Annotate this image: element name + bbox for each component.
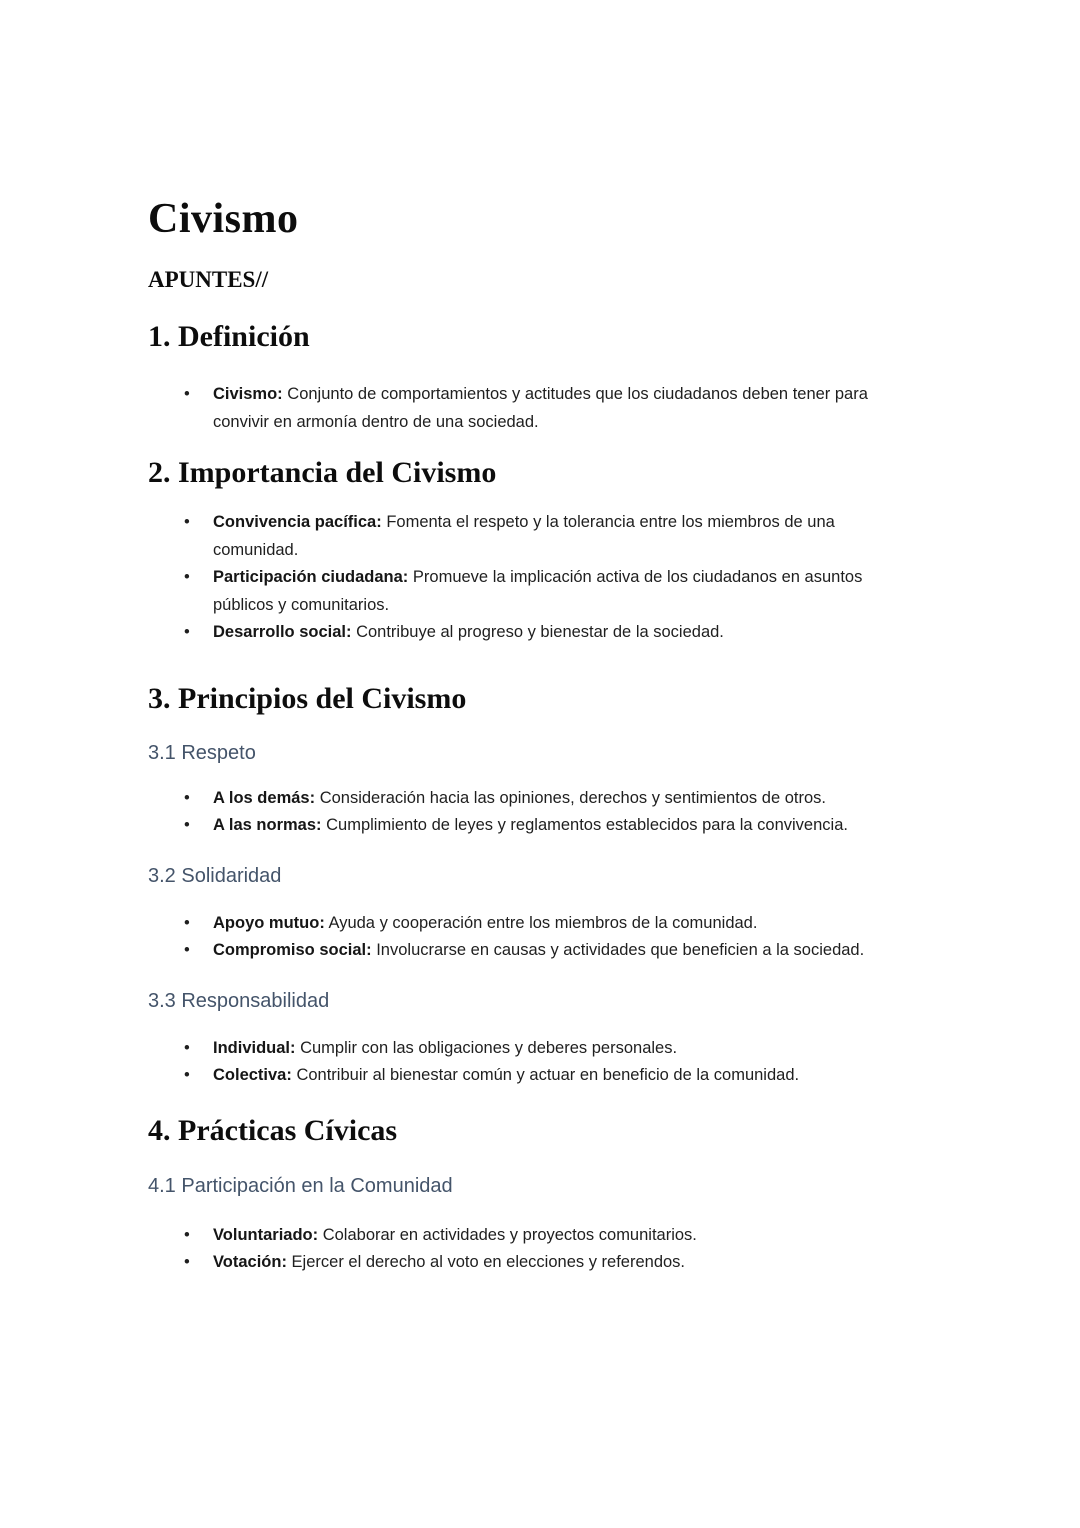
bullet-list-importancia (148, 509, 923, 647)
term-description: Contribuye al progreso y bienestar de la sociedad. (356, 623, 724, 641)
bullet-list-participacion (148, 1222, 923, 1277)
term-bold: Individual: (213, 1038, 296, 1057)
term-bold: Desarrollo social: (213, 623, 352, 641)
list-item (213, 619, 923, 647)
page-subtitle: APUNTES// (148, 267, 269, 292)
term-description: Cumplimiento de leyes y reglamentos establecidos para la convivencia. (326, 816, 848, 834)
section-heading-importancia: 2. Importancia del Civismo (148, 456, 497, 489)
term-description: Contribuir al bienestar común y actuar en beneficio de la comunidad. (296, 1066, 800, 1084)
list-item (213, 381, 923, 436)
list-item (213, 1035, 923, 1063)
term-bold: Apoyo mutuo: (213, 913, 325, 932)
term-description: Ejercer el derecho al voto en elecciones y referendos. (291, 1253, 686, 1271)
term-description: Ayuda y cooperación entre los miembros de la comunidad. (328, 913, 758, 932)
term-bold: A los demás: (213, 788, 316, 807)
subsection-heading-participacion: 4.1 Participación en la Comunidad (148, 1174, 453, 1197)
term-bold: A las normas: (213, 816, 322, 834)
subsection-heading-solidaridad: 3.2 Solidaridad (148, 864, 282, 887)
term-bold: Colectiva: (213, 1066, 292, 1084)
term-bold: Participación ciudadana: (213, 568, 409, 586)
term-bold: Voluntariado: (213, 1225, 319, 1244)
term-description: Promueve la implicación activa de los ciudadanos en asuntos públicos y comunitarios. (213, 568, 863, 614)
term-bold: Compromiso social: (213, 941, 372, 959)
bullet-list-responsabilidad (148, 1035, 923, 1090)
subsection-heading-respeto: 3.1 Respeto (148, 741, 256, 764)
list-item (213, 937, 923, 965)
list-item (213, 1222, 923, 1250)
term-bold: Convivencia pacífica: (213, 513, 382, 531)
term-description: Colaborar en actividades y proyectos comunitarios. (322, 1225, 697, 1244)
list-item (213, 509, 923, 564)
bullet-list-solidaridad (148, 910, 923, 965)
section-heading-definicion: 1. Definición (148, 320, 310, 353)
section-heading-principios: 3. Principios del Civismo (148, 681, 467, 715)
bullet-list-definicion (148, 381, 923, 436)
list-item (213, 1062, 923, 1090)
term-bold: Votación: (213, 1253, 287, 1271)
term-description: Involucrarse en causas y actividades que beneficien a la sociedad. (376, 941, 865, 959)
list-item (213, 812, 923, 840)
bullet-list-respeto (148, 785, 923, 840)
term-description: Conjunto de comportamientos y actitudes que los ciudadanos deben tener para convivir en armonía dentro de una sociedad. (213, 385, 868, 431)
list-item (213, 785, 923, 813)
term-description: Consideración hacia las opiniones, derechos y sentimientos de otros. (319, 788, 826, 807)
subsection-heading-responsabilidad: 3.3 Responsabilidad (148, 989, 330, 1012)
section-heading-practicas: 4. Prácticas Cívicas (148, 1113, 398, 1147)
list-item (213, 1249, 923, 1277)
list-item (213, 910, 923, 938)
term-description: Cumplir con las obligaciones y deberes personales. (300, 1038, 678, 1057)
term-bold: Civismo: (213, 385, 283, 403)
list-item (213, 564, 923, 619)
page-title: Civismo (148, 196, 299, 242)
term-description: Fomenta el respeto y la tolerancia entre los miembros de una comunidad. (213, 513, 835, 559)
